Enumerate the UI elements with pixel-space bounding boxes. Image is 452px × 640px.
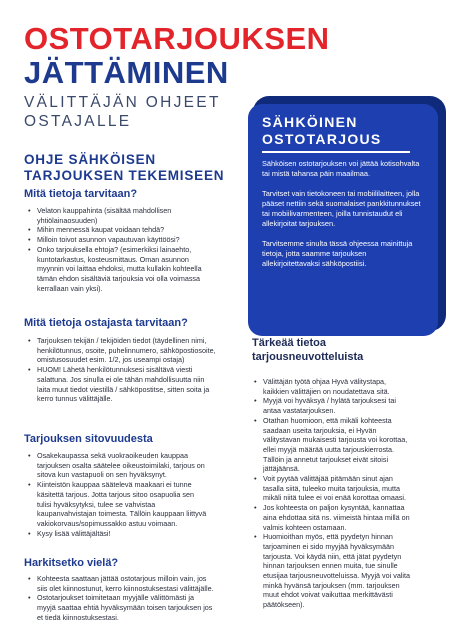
list-item-line: Milloin toivot asunnon vapautuvan käyttöösi? xyxy=(37,235,180,245)
list-item xyxy=(28,245,243,294)
list-item-line: Kiinteistön kauppaa säätelevä maakaari ei tunne xyxy=(37,480,192,490)
list-item-line: Tällöin ja annetut tarjoukset eivät sitoisi xyxy=(263,454,389,464)
list-item xyxy=(28,593,243,622)
main-heading xyxy=(24,152,224,184)
list-item xyxy=(28,529,243,539)
list-item-line: Välittäjän työtä ohjaa Hyvä välitystapa, xyxy=(263,377,387,386)
list-item-line: kerrallaan vain yksi). xyxy=(37,283,103,293)
main-heading-line-1: OHJE SÄHKÖISEN xyxy=(24,152,156,167)
list-item-line: kerro tunnus välittäjälle. xyxy=(37,394,113,404)
list-item-line: Jos kohteesta on paljon kysyntää, kannattaa xyxy=(263,503,405,513)
list-item-line: tulisi hyväksytyksi, tulee se vahvistaa xyxy=(37,499,156,509)
list-item-line: minkä hyvänsä tarjouksen (mm. tarjouksen xyxy=(263,580,400,590)
list-item-line: jättäjäänsä. xyxy=(263,464,300,474)
list-item xyxy=(28,451,243,480)
section-list-harkitsetko xyxy=(28,574,243,623)
list-item-line: Osakekaupassa sekä vuokraoikeuden kauppaa xyxy=(37,451,189,460)
list-item-line: Kohteesta saattaan jättää ostotarjous milloin vain, jos xyxy=(37,574,207,583)
section-list-sitovuus xyxy=(28,451,243,538)
list-item xyxy=(28,480,243,529)
list-item xyxy=(28,235,243,245)
list-item xyxy=(28,225,243,235)
list-item-line: käsitettä tarjous. Jotta tarjous sitoo osapuolia sen xyxy=(37,489,195,499)
list-item-line: mikäli niitä tulee ei voi enää korottaa omaasi. xyxy=(263,493,407,503)
list-item-line: Huomioithan myös, että pyydetyn hinnan xyxy=(263,532,393,542)
card-title-line-1: SÄHKÖINEN xyxy=(262,114,358,130)
list-item-line: Kysy lisää välittäjältäsi! xyxy=(37,528,111,538)
card-divider xyxy=(262,151,410,153)
section-list-tiedot xyxy=(28,206,243,293)
list-item xyxy=(254,416,449,474)
list-item xyxy=(28,365,243,404)
list-item-line: tarjousta. Voi käydä niin, että jätat pyydetyn xyxy=(263,551,402,561)
list-item-line: Onko tarjouksella ehtoja? (esimerkiksi lainaehto, xyxy=(37,244,192,254)
card-paragraph-3: Tarvitsemme sinulta tässä ohjeessa mainittuja tietoja, jotta saamme tarjouksen allekirjoitettavaksi sähköpostiisi. xyxy=(262,238,413,268)
list-item xyxy=(28,206,243,225)
list-item-line: Mihin mennessä kaupat voidaan tehdä? xyxy=(37,225,165,235)
section-heading-line-1: Tärkeää tietoa xyxy=(252,337,326,349)
list-item xyxy=(254,532,449,610)
list-item-line: salattuna. Jos sinulla ei ole tähän mahdollisuutta niin xyxy=(37,374,205,384)
list-item xyxy=(254,474,449,503)
section-heading-tiedot: Mitä tietoja tarvitaan? xyxy=(24,188,138,200)
list-item-line: Myyjä voi hyväksyä / hylätä tarjouksesi tai xyxy=(263,396,397,406)
list-item-line: tarjoaminen ei sido myyjää hyväksymään xyxy=(263,541,395,551)
list-item-line: päätökseen). xyxy=(263,600,305,610)
section-list-tarjousneuvottelut xyxy=(254,377,449,610)
section-heading-sitovuus: Tarjouksen sitovuudesta xyxy=(24,433,153,445)
list-item-line: siis olet kiinnostunut, kerro kiinnostuksestasi välittäjälle. xyxy=(37,583,214,593)
list-item xyxy=(28,574,243,593)
list-item-line: myyjä saattaa ehtiä hyväksymään toisen tarjouksen jos xyxy=(37,603,213,613)
list-item-line: laita muut tiedot viestillä / sähköpostitse, sitten soita ja xyxy=(37,384,210,394)
card-paragraph-2: Tarvitset vain tietokoneen tai mobiililaitteen, jolla pääset nettiin sekä suomalaiset pankkitunnukset tai mobiilivarmenteen, joilla tunnistaudut eli allekirjoitat tarjouksen. xyxy=(262,188,421,228)
list-item-line: et tiedä kiinnostuksestasi. xyxy=(37,612,119,622)
section-heading-tarjousneuvottelut xyxy=(252,336,363,364)
list-item xyxy=(28,336,243,365)
list-item-line: ellei myyjä määrää uutta tarjouskierrosta. xyxy=(263,444,395,454)
section-heading-line-2: tarjousneuvotteluista xyxy=(252,351,364,363)
info-card xyxy=(248,104,438,336)
list-item-line: Voit pyytää välittäjää pitämään sinut ajan xyxy=(263,474,393,484)
list-item-line: aina ehdottaa sitä ns. viimeistä hintaa millä on xyxy=(263,512,410,522)
list-item-line: sitova kun vastapuoli on sen hyväksynyt. xyxy=(37,470,167,480)
card-title-line-2: OSTOTARJOUS xyxy=(262,131,382,147)
card-paragraph-1: Sähköisen ostotarjouksen voi jättää kotisohvalta tai mistä tahansa päin maailmaa. xyxy=(262,158,420,178)
list-item-line: kaikkien välittäjien on noudatettava sitä. xyxy=(263,386,390,396)
list-item-line: Tarjouksen tekijän / tekijöiden tiedot (täydellinen nimi, xyxy=(37,336,207,345)
list-item-line: kaupanvahvistajan toimesta. Tällöin kauppaan liittyvä xyxy=(37,509,207,519)
main-heading-line-2: TARJOUKSEN TEKEMISEEN xyxy=(24,168,225,183)
list-item-line: etusijaa tarjousneuvotteluissa. Myyjä voi valita xyxy=(263,571,411,581)
list-item-line: myynnin voi laittaa ehdoksi, mutta kullakin kohteella xyxy=(37,264,202,274)
list-item-line: Velaton kauppahinta (sisältää mahdollisen xyxy=(37,206,172,215)
list-item-line: yhtiölainaosuuden) xyxy=(37,215,98,225)
list-item-line: tarjouksen osalta säätelee oikeustoimilaki, tarjous on xyxy=(37,460,205,470)
list-item-line: tämän ehdon sisältäviä tarjouksia voi olla voimassa xyxy=(37,273,200,283)
list-item-line: antaa vastatarjouksen. xyxy=(263,406,336,416)
subtitle-line-1: VÄLITTÄJÄN OHJEET xyxy=(24,94,221,111)
list-item-line: omistusosuudet esim. 1/2, jos useampi ostaja) xyxy=(37,355,185,365)
list-item-line: vakiokorvaus/sopimussakko astuu voimaan. xyxy=(37,518,178,528)
list-item xyxy=(254,377,449,396)
list-item-line: tasalla siitä, tuleeko muita tarjouksia, mutta xyxy=(263,483,401,493)
list-item-line: Otathan huomioon, että mikäli kohteesta xyxy=(263,415,392,425)
list-item-line: välitystavan mukaisesti tarjousta voi korottaa, xyxy=(263,435,408,445)
title-line-1: OSTOTARJOUKSEN xyxy=(24,21,330,56)
section-heading-harkitsetko: Harkitsetko vielä? xyxy=(24,557,119,569)
list-item-line: HUOM! Lähetä henkilötunnuksesi sisältävä viesti xyxy=(37,365,193,375)
list-item-line: muut ehdot voivat vaikuttaa merkittävästi xyxy=(263,590,393,600)
list-item-line: kuntotarkastus, kosteusmittaus. Oman asunnon xyxy=(37,254,189,264)
subtitle-line-2: OSTAJALLE xyxy=(24,113,132,130)
list-item-line: Ostotarjoukset toimitetaan myyjälle välittömästi ja xyxy=(37,593,194,603)
list-item xyxy=(254,396,449,415)
list-item-line: valmis kohteen ostamaan. xyxy=(263,522,347,532)
list-item-line: henkilötunnus, osoite, puhelinnumero, sähköpostiosoite, xyxy=(37,345,216,355)
list-item xyxy=(254,503,449,532)
title-line-2: JÄTTÄMINEN xyxy=(24,55,229,90)
section-list-ostaja xyxy=(28,336,243,404)
section-heading-ostaja: Mitä tietoja ostajasta tarvitaan? xyxy=(24,317,188,329)
list-item-line: hinnan tarjouksen ennen muita, tue sinulle xyxy=(263,561,398,571)
list-item-line: saadaan useita tarjouksia, ei Hyvän xyxy=(263,425,377,435)
